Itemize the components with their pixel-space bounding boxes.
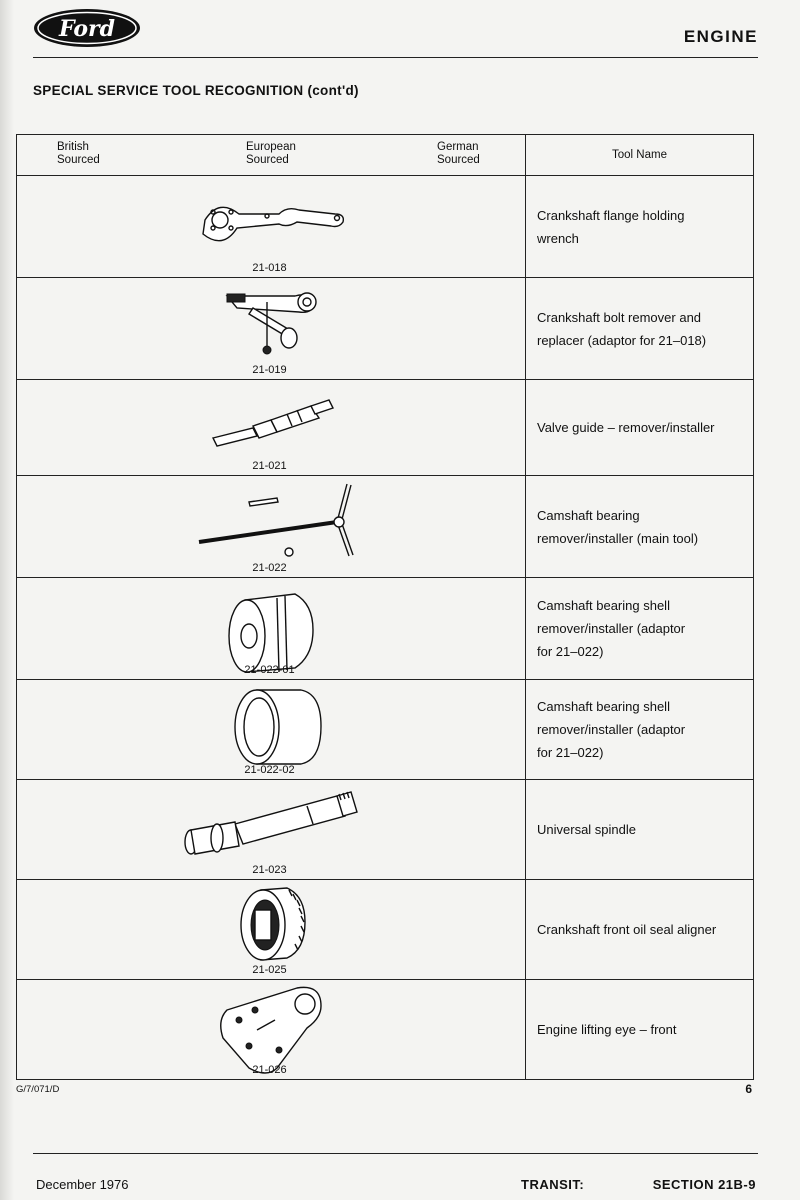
part-number: 21-022-01 — [244, 664, 295, 676]
tool-name: Camshaft bearing shell remover/installer (adaptor for 21–022) — [526, 680, 754, 780]
table-row — [17, 780, 754, 880]
page-edge — [0, 0, 14, 1200]
source-columns-header — [17, 135, 526, 176]
part-number: 21-026 — [252, 1064, 287, 1076]
tool-name: Engine lifting eye – front — [526, 980, 754, 1080]
tool-table — [16, 134, 754, 1080]
footer-date: December 1976 — [36, 1177, 129, 1192]
table-row — [17, 680, 754, 780]
table-row — [17, 476, 754, 578]
document-reference: G/7/071/D — [16, 1084, 60, 1095]
table-row — [17, 980, 754, 1080]
part-number: 21-018 — [252, 262, 287, 274]
tool-image-cell — [17, 880, 526, 980]
footer-rule — [33, 1153, 758, 1154]
tool-name: Camshaft bearing remover/installer (main tool) — [526, 476, 754, 578]
table-row — [17, 176, 754, 278]
table-row — [17, 380, 754, 476]
header-rule — [33, 57, 758, 58]
tool-image-cell — [17, 476, 526, 578]
european-sourced-header: European Sourced — [246, 141, 296, 166]
tool-image-cell — [17, 980, 526, 1080]
table-row — [17, 578, 754, 680]
part-number: 21-022-02 — [244, 764, 295, 776]
ford-logo-icon — [33, 8, 141, 48]
tool-name: Crankshaft bolt remover and replacer (adaptor for 21–018) — [526, 278, 754, 380]
part-number: 21-025 — [252, 964, 287, 976]
tool-image-cell — [17, 680, 526, 780]
tool-name: Camshaft bearing shell remover/installer (adaptor for 21–022) — [526, 578, 754, 680]
tool-image-cell — [17, 780, 526, 880]
table-header-row — [17, 135, 754, 176]
part-number: 21-022 — [252, 562, 287, 574]
tool-name-header: Tool Name — [526, 135, 754, 176]
table-row — [17, 278, 754, 380]
page-title: SPECIAL SERVICE TOOL RECOGNITION (cont'd) — [33, 83, 359, 98]
page-mark: 6 — [745, 1082, 752, 1096]
section-name: ENGINE — [683, 27, 758, 46]
table-row — [17, 880, 754, 980]
tool-name: Crankshaft front oil seal aligner — [526, 880, 754, 980]
tool-name: Crankshaft flange holding wrench — [526, 176, 754, 278]
part-number: 21-021 — [252, 460, 287, 472]
tool-name: Valve guide – remover/installer — [526, 380, 754, 476]
tool-image-cell — [17, 176, 526, 278]
british-sourced-header: British Sourced — [57, 141, 100, 166]
tool-image-cell — [17, 380, 526, 476]
german-sourced-header: German Sourced — [437, 141, 480, 166]
tool-image-cell — [17, 578, 526, 680]
part-number: 21-023 — [252, 864, 287, 876]
tool-name: Universal spindle — [526, 780, 754, 880]
footer-model: TRANSIT: — [521, 1177, 585, 1192]
footer-section: SECTION 21B-9 — [652, 1177, 756, 1192]
tool-image-cell — [17, 278, 526, 380]
ford-logo-text: Ford — [58, 16, 116, 42]
part-number: 21-019 — [252, 364, 287, 376]
